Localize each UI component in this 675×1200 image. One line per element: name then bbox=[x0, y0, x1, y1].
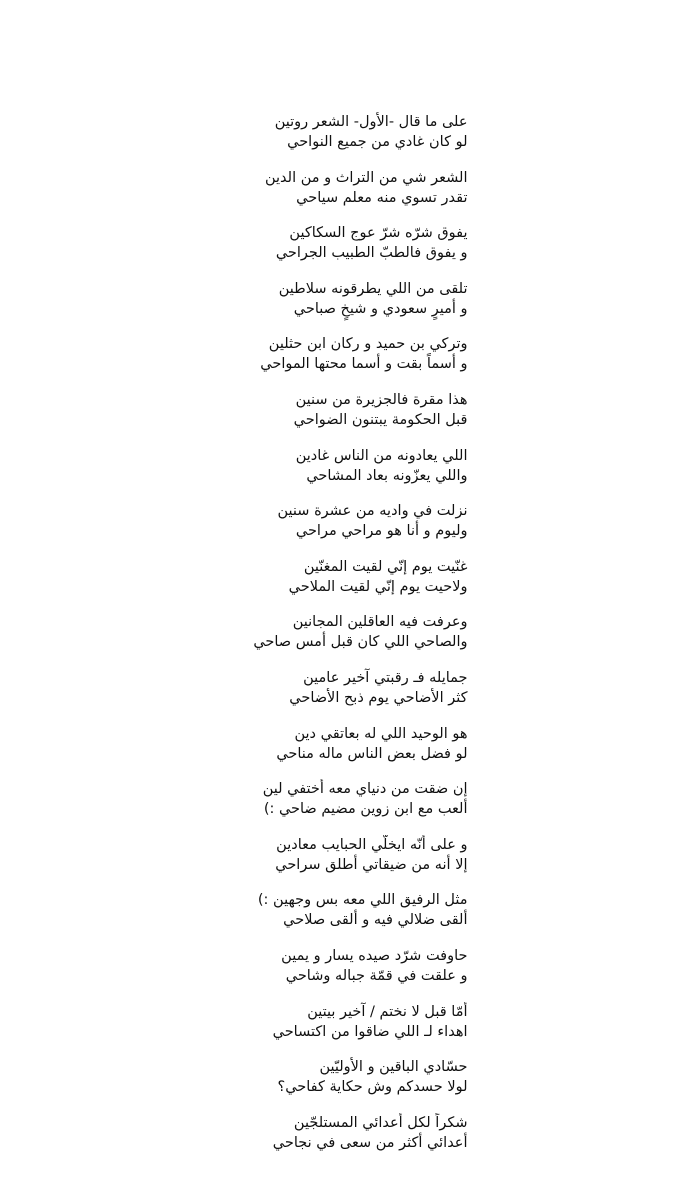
verse-first-half: حاوفت شرّد صيده يسار و يمين bbox=[281, 947, 468, 964]
verse-first-half: إن ضقت من دنياي معه أختفي لين bbox=[262, 781, 468, 798]
stanza bbox=[218, 946, 468, 1002]
stanza bbox=[218, 890, 468, 946]
verse-second-half: ألقى ضلالي فيه و ألقى صلاحي bbox=[283, 912, 468, 929]
verse-first-half: الشعر شي من التراث و من الدين bbox=[264, 169, 468, 186]
verse-first-half: اللي يعادونه من الناس غادين bbox=[295, 447, 468, 464]
stanza bbox=[218, 612, 468, 668]
stanza bbox=[218, 501, 468, 557]
verse-first-half: جمايله فـ رقبتي آخير عامين bbox=[303, 669, 468, 686]
stanza bbox=[218, 112, 468, 168]
verse-first-half: وعرفت فيه العاقلين المجانين bbox=[292, 614, 468, 631]
verse-first-half: و على أنّه ايخلّي الحبايب معادين bbox=[276, 836, 468, 853]
verse-first-half: مثل الرفيق اللي معه بس وجهين :) bbox=[257, 892, 468, 909]
stanza bbox=[218, 1002, 468, 1058]
stanza bbox=[218, 279, 468, 335]
verse-first-half: على ما قال -الأول- الشعر روتين bbox=[274, 114, 468, 130]
verse-first-half: غنّيت يوم إنّي لقيت المغنّين bbox=[303, 558, 468, 575]
stanza bbox=[218, 668, 468, 724]
verse-second-half: قبل الحكومة يبتنون الضواحي bbox=[293, 411, 468, 428]
verse-second-half: وليوم و أنا هو مراحي مراحي bbox=[295, 523, 468, 540]
verse-first-half: هو الوحيد اللي له بعاتقي دين bbox=[294, 725, 468, 742]
stanza bbox=[218, 168, 468, 224]
stanza bbox=[218, 557, 468, 613]
stanza bbox=[218, 724, 468, 780]
poem bbox=[0, 112, 675, 1168]
stanza bbox=[218, 446, 468, 502]
verse-second-half: والصاحي اللي كان قبل أمس صاحي bbox=[253, 634, 468, 651]
stanza bbox=[218, 1057, 468, 1113]
verse-second-half: أعدائي أكثر من سعى في نجاحي bbox=[272, 1134, 468, 1151]
verse-second-half: و علقت في قمّة جباله وشاحي bbox=[285, 967, 468, 984]
verse-second-half: ولاحيت يوم إنّي لقيت الملاحي bbox=[288, 578, 468, 595]
stanza bbox=[218, 334, 468, 390]
verse-first-half: تلقى من اللي يطرقونه سلاطين bbox=[278, 280, 468, 297]
stanza bbox=[218, 1113, 468, 1169]
verse-first-half: وتركي بن حميد و ركان ابن حثلين bbox=[268, 336, 468, 353]
verse-second-half: تقدر تسوي منه معلم سياحي bbox=[296, 189, 468, 206]
verse-second-half: ألعب مع ابن زوين مضيم ضاحي :) bbox=[263, 801, 468, 818]
verse-second-half: إلا أنه من ضيقاتي أطلق سراحي bbox=[275, 856, 468, 873]
verse-second-half: و يفوق فالطبّ الطبيب الجراحي bbox=[275, 245, 468, 262]
verse-first-half: نزلت في واديه من عشرة سنين bbox=[277, 503, 468, 520]
stanza bbox=[218, 779, 468, 835]
verse-second-half: و أسماً بقت و أسما محتها المواحي bbox=[260, 356, 468, 373]
verse-first-half: هذا مقرة فالجزيرة من سنين bbox=[295, 391, 468, 408]
verse-second-half: و أميرٍ سعودي و شيخٍ صباحي bbox=[293, 300, 468, 317]
verse-first-half: شكراً لكل أعدائي المستلجّين bbox=[293, 1114, 468, 1131]
verse-second-half: اهداء لـ اللي ضاقوا من اكتساحي bbox=[272, 1023, 468, 1040]
stanza bbox=[218, 223, 468, 279]
poem-body bbox=[218, 112, 468, 1168]
verse-second-half: لو كان غادي من جميع النواحي bbox=[287, 134, 468, 150]
stanza bbox=[218, 390, 468, 446]
verse-first-half: أمّا قبل لا نختم / آخير بيتين bbox=[307, 1003, 468, 1020]
verse-second-half: لولا حسدكم وش حكاية كفاحي؟ bbox=[277, 1079, 468, 1096]
stanza bbox=[218, 835, 468, 891]
verse-second-half: لو فضل بعض الناس ماله مناحي bbox=[276, 745, 468, 762]
verse-first-half: حسّادي الباقين و الأوليّين bbox=[319, 1059, 468, 1076]
verse-second-half: واللي يعزّونه بعاد المشاحي bbox=[306, 467, 468, 484]
verse-first-half: يفوق شرّه شرّ عوج السكاكين bbox=[289, 225, 468, 242]
verse-second-half: كثر الأضاحي يوم ذبح الأضاحي bbox=[289, 689, 468, 706]
